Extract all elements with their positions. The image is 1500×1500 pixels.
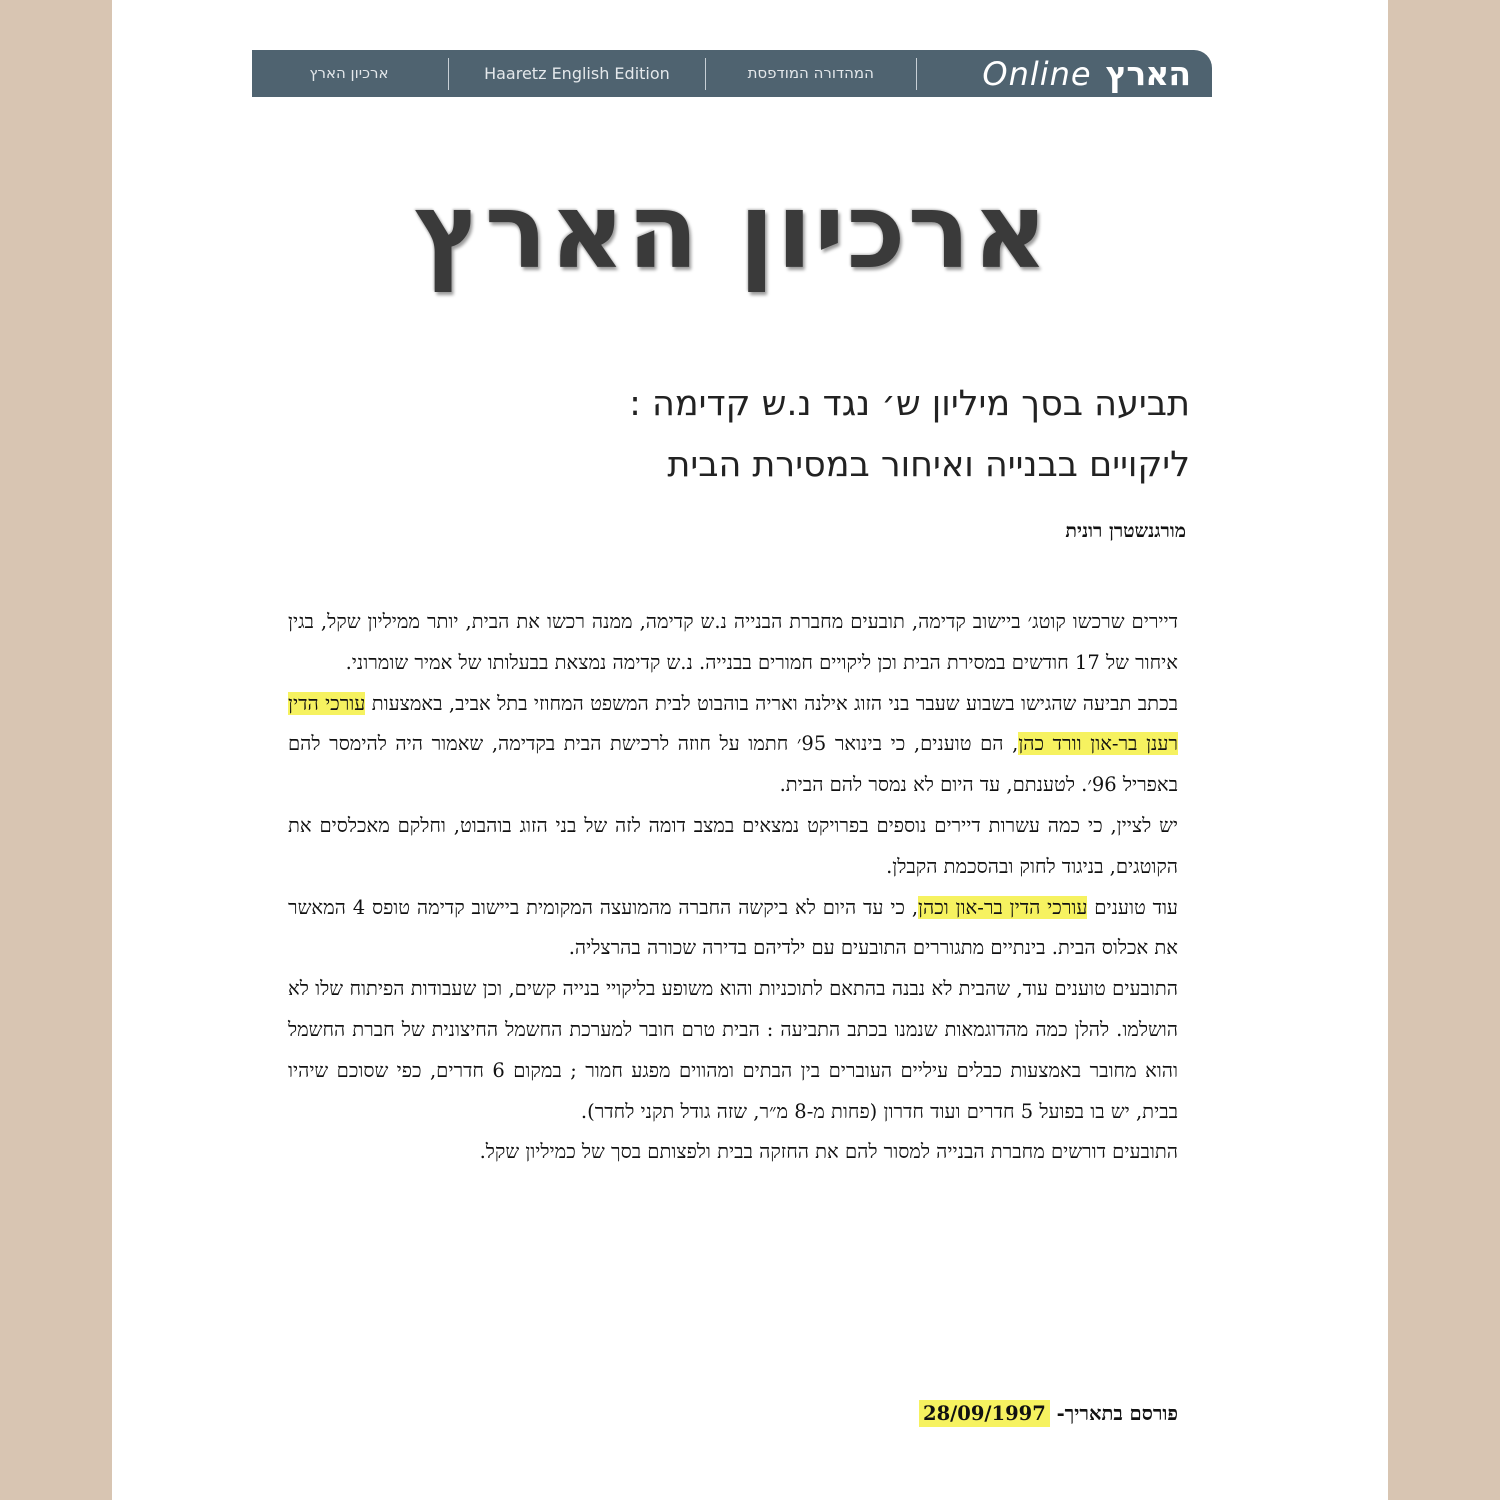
nav-divider [916, 58, 917, 90]
article-paragraph [288, 684, 1178, 806]
highlighted-lawyers-names: עורכי הדין רענן בר-און וורד כהן [288, 691, 1179, 756]
paragraph-text: בכתב תביעה שהגישו בשבוע שעבר בני הזוג אילנה ואריה בוהבוט לבית המשפט המחוזי בתל אביב, באמצעות [365, 691, 1179, 715]
article-body [288, 602, 1178, 1173]
site-navbar [252, 50, 1212, 97]
article-paragraph: התובעים טוענים עוד, שהבית לא נבנה בהתאם לתוכניות והוא משופע בליקויי בנייה קשים, וכן שעבודות הפיתוח שלו לא הושלמו. להלן כמה מהדוגמאות שנמנו בכתב התביעה : הבית טרם חובר למערכת החשמל החיצונית של חברת החשמל והוא מחובר באמצעות כבלים עיליים העוברים בין הבתים ומהווים מפגע חמור ; במקום 6 חדרים, כפי שסוכם שיהיו בבית, יש בו בפועל 5 חדרים ועוד חדרון (פחות מ-8 מ״ר, שזה גודל תקני לחדר). [288, 977, 1178, 1123]
nav-link-print-edition[interactable]: המהדורה המודפסת [747, 64, 874, 82]
publication-date-line [300, 1402, 1178, 1426]
published-label: פורסם בתאריך- [1056, 1402, 1178, 1425]
published-date: 28/09/1997 [919, 1400, 1050, 1427]
paragraph-text: עוד טוענים [1087, 895, 1178, 919]
nav-divider [448, 58, 449, 90]
nav-divider [705, 58, 706, 90]
article-headline [300, 374, 1190, 496]
haaretz-online-logo[interactable] [919, 54, 1191, 93]
nav-link-english-edition[interactable]: Haaretz English Edition [484, 64, 670, 83]
headline-line-2: ליקויים בבנייה ואיחור במסירת הבית [667, 445, 1190, 485]
article-paragraph: התובעים דורשים מחברת הבנייה למסור להם את החזקה בבית ולפצותם בסך של כמיליון שקל. [479, 1140, 1178, 1164]
paragraph-text: , הם טוענים, כי בינואר 95׳ חתמו על חוזה לרכישת הבית בקדימה, שאמור היה להימסר להם באפריל 96׳. לטענתם, עד היום לא נמסר להם הבית. [288, 732, 1178, 797]
highlighted-lawyers-names: עורכי הדין בר-און וכהן [918, 895, 1088, 919]
headline-line-1: תביעה בסך מיליון ש׳ נגד נ.ש קדימה : [629, 384, 1190, 424]
article-paragraph: דיירים שרכשו קוטג׳ ביישוב קדימה, תובעים מחברת הבנייה נ.ש קדימה, ממנה רכשו את הבית, יותר ממיליון שקל, בגין איחור של 17 חודשים במסירת הבית וכן ליקויים חמורים בבנייה. נ.ש קדימה נמצאת בבעלותו של אמיר שומרוני. [288, 610, 1178, 674]
paragraph-text: , כי עד היום לא ביקשה החברה מהמועצה המקומית ביישוב קדימה טופס 4 המאשר את אכלוס הבית. בינתיים מתגוררים התובעים עם ילדיהם בדירה שכורה בהרצליה. [288, 895, 1178, 960]
logo-online-text: Online [982, 54, 1092, 93]
article-paragraph: יש לציין, כי כמה עשרות דיירים נוספים בפרויקט נמצאים במצב דומה לזה של בני הזוג בוהבוט, וחלקם מאכלסים את הקוטגים, בניגוד לחוק ובהסכמת הקבלן. [288, 813, 1178, 878]
archive-masthead: ארכיון הארץ [414, 170, 1050, 292]
article-paragraph [288, 888, 1178, 970]
article-byline: מורגנשטרן רונית [1065, 520, 1186, 542]
logo-hebrew-text: הארץ [1105, 54, 1190, 93]
nav-link-archive[interactable]: ארכיון הארץ [309, 64, 389, 82]
